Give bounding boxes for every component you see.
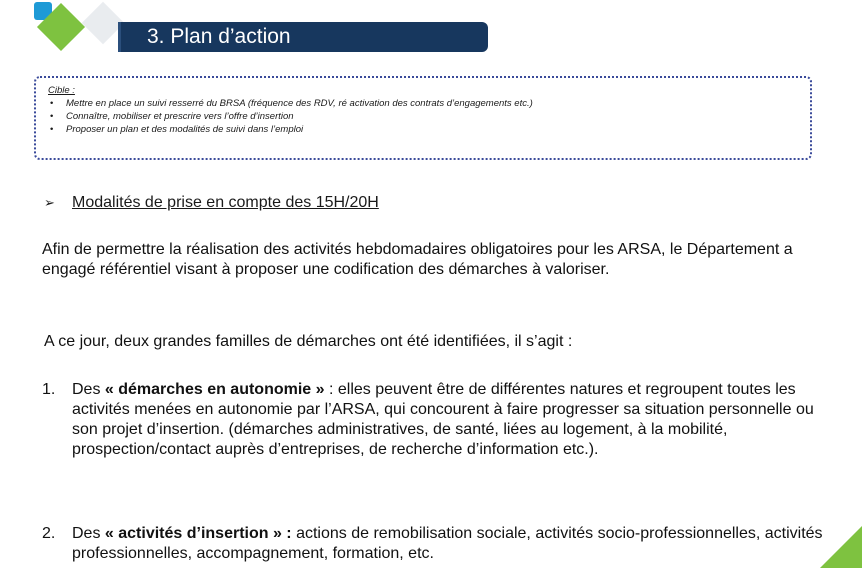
list-number: 2. xyxy=(42,525,56,542)
cible-item: • Proposer un plan et des modalités de suivi dans l’emploi xyxy=(48,123,800,136)
list-item-rest: actions de remobilisation sociale, activités socio-professionnelles, activités professionnelles, accompagnement, formation, etc. xyxy=(72,525,823,562)
list-item xyxy=(42,380,842,460)
cible-item: • Connaître, mobiliser et prescrire vers l’offre d’insertion xyxy=(48,110,800,123)
intro-paragraph: Afin de permettre la réalisation des activités hebdomadaires obligatoires pour les ARSA, le Département a engagé référentiel visant à proposer une codification des démarches à valoriser. xyxy=(42,241,793,278)
list-item-text xyxy=(72,524,842,564)
page-title: 3. Plan d’action xyxy=(118,22,488,52)
arrow-bullet-icon: ➢ xyxy=(44,195,55,210)
list-item-bold: « démarches en autonomie » xyxy=(104,381,325,398)
list-number: 1. xyxy=(42,381,56,398)
list-item-prefix: Des xyxy=(72,525,105,542)
list-item xyxy=(42,524,842,564)
modalites-heading xyxy=(44,192,379,214)
cible-label: Cible : xyxy=(48,85,75,96)
modalites-link[interactable]: Modalités de prise en compte des 15H/20H xyxy=(72,194,379,211)
list-item-rest: : elles peuvent être de différentes natures et regroupent toutes les activités menées en autonomie par l’ARSA, qui concourent à faire progresser sa situation personnelle ou son projet d’insertion. (démarches administratives, de santé, liées au logement, à la mobilité, prospection/contact auprès d’entreprises, de recherche d’information etc.). xyxy=(72,381,814,458)
list-item-prefix: Des xyxy=(72,381,105,398)
list-item-bold: « activités d’insertion » : xyxy=(104,525,292,542)
cible-item: • Mettre en place un suivi resserré du BRSA (fréquence des RDV, ré activation des contrats d’engagements etc.) xyxy=(48,97,800,110)
familles-paragraph: A ce jour, deux grandes familles de démarches ont été identifiées, il s’agit : xyxy=(44,333,573,350)
cible-box xyxy=(34,76,812,160)
cible-list xyxy=(48,97,800,136)
list-item-text xyxy=(72,380,842,460)
